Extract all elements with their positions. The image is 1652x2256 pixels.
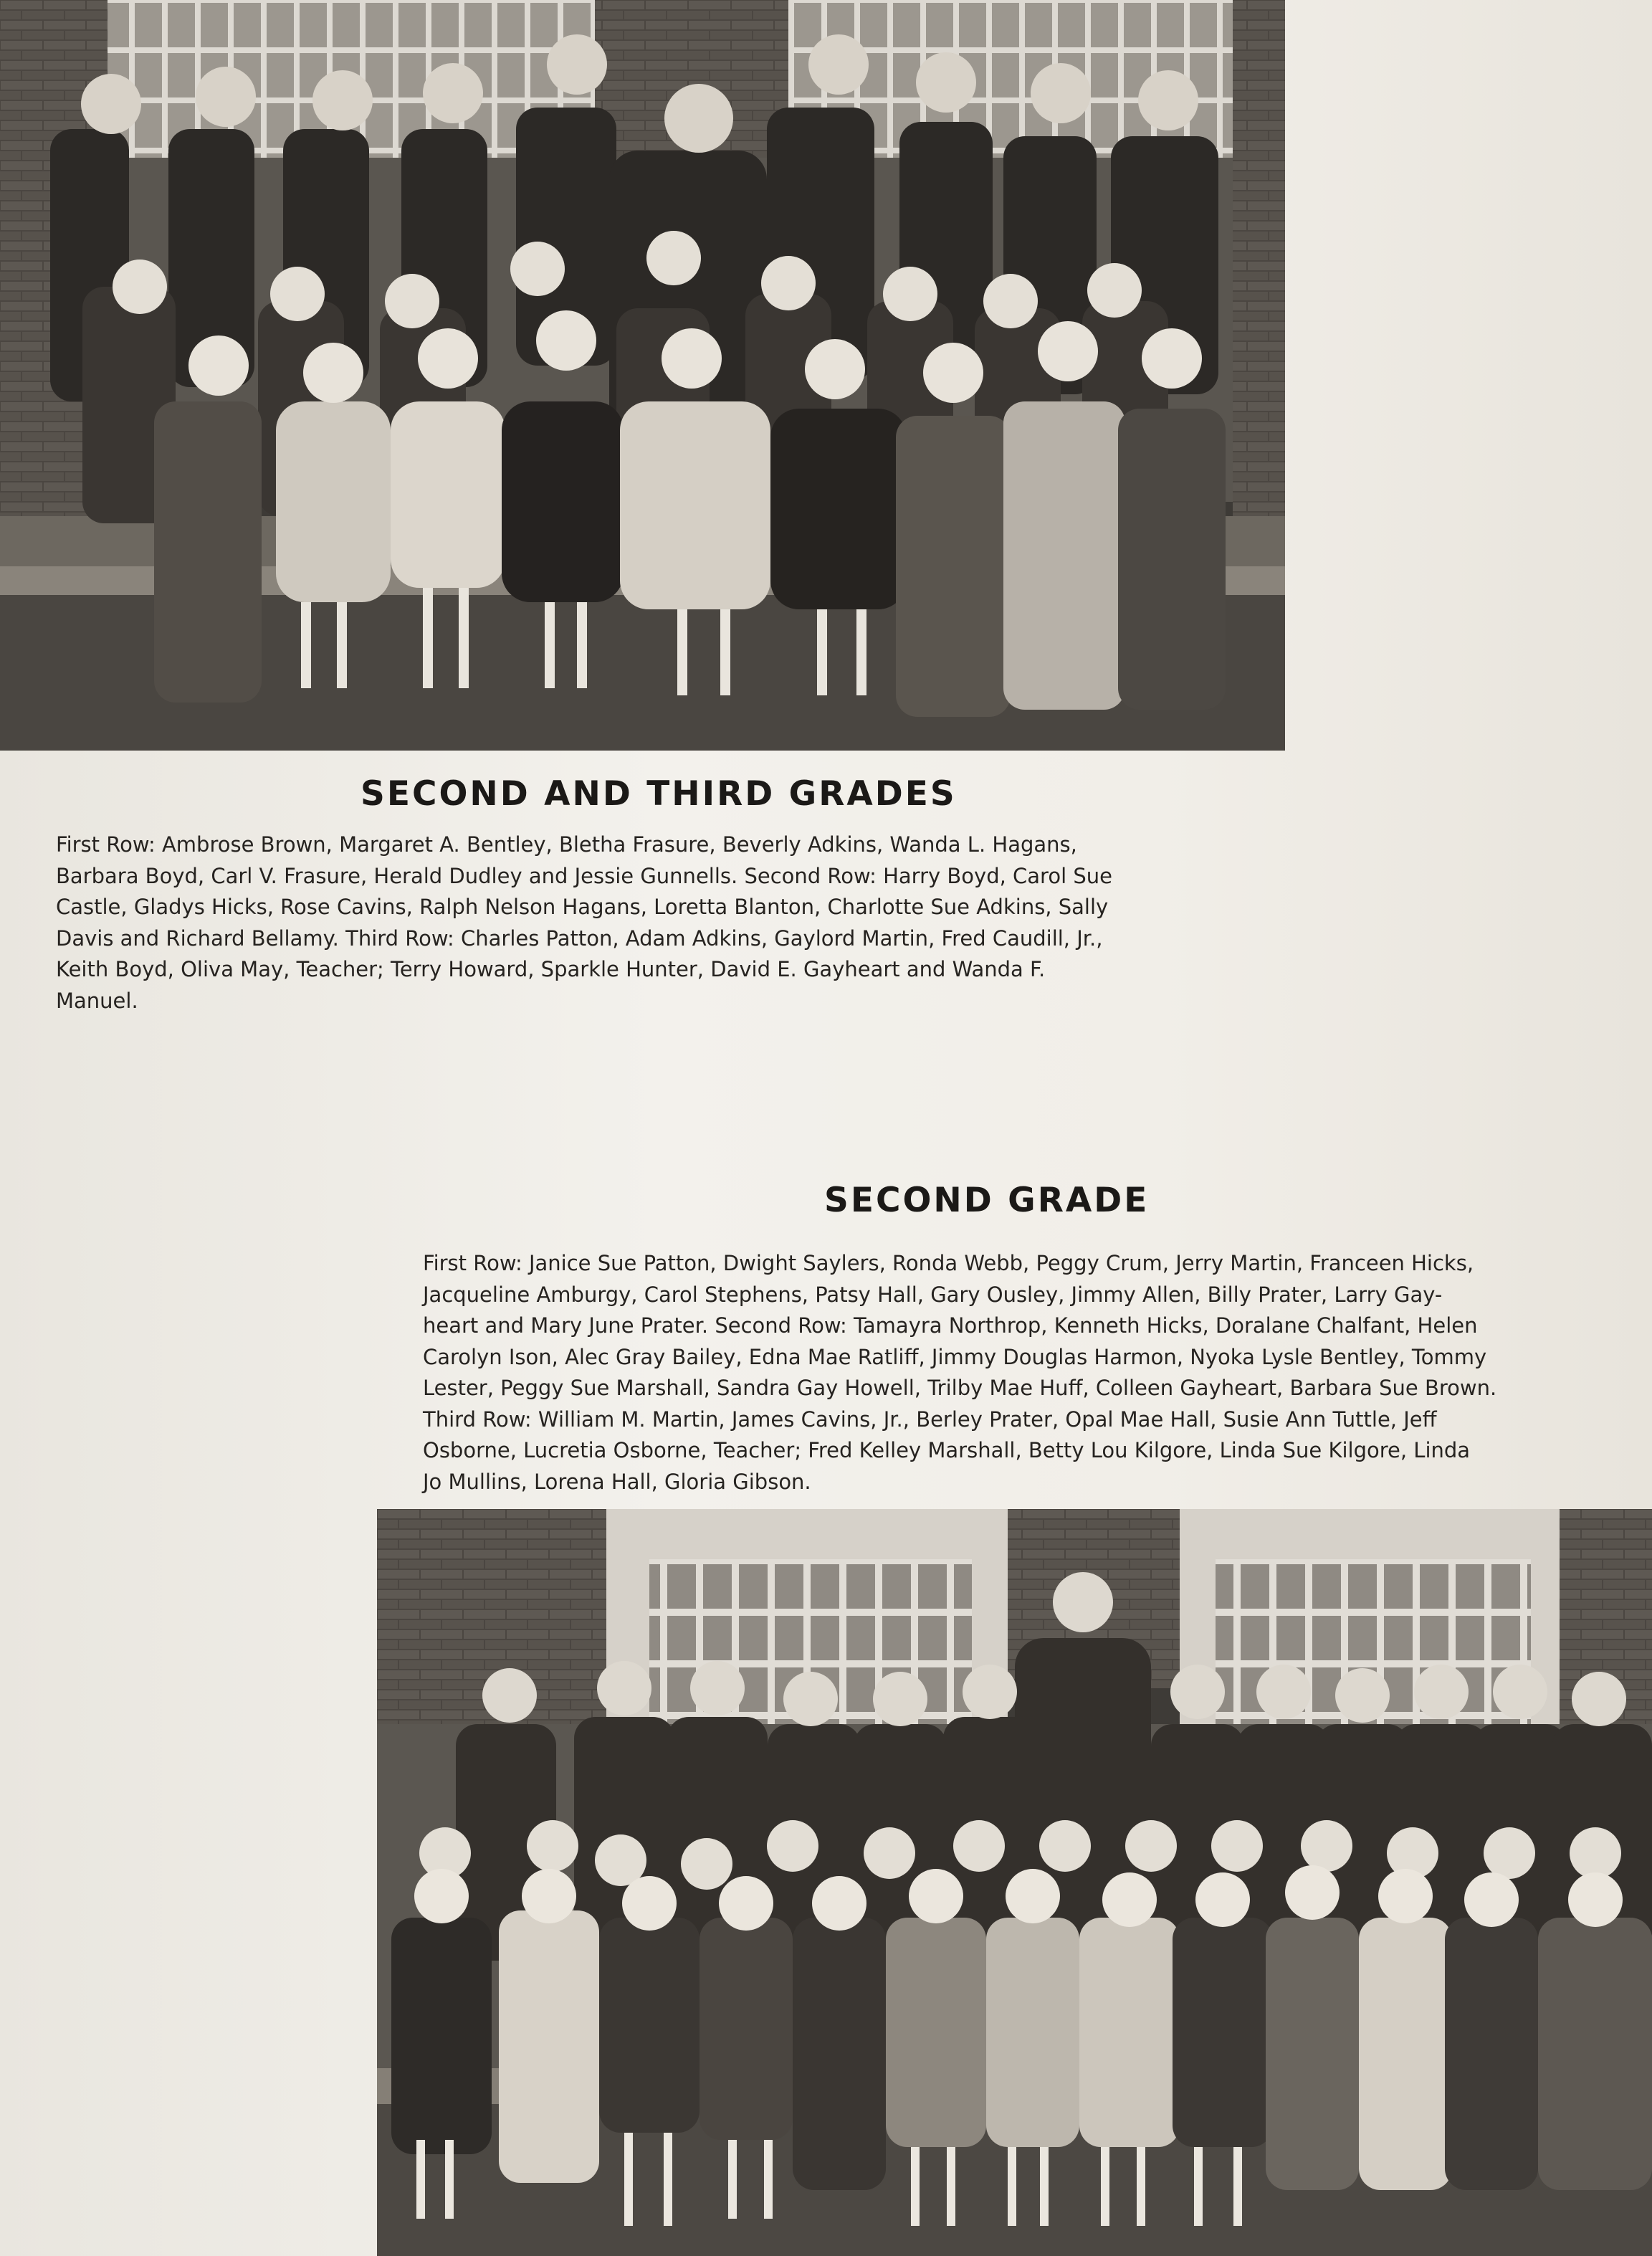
- section-heading-second-third-grades: SECOND AND THIRD GRADES: [361, 774, 957, 814]
- caption-line: Lester, Peggy Sue Marshall, Sandra Gay Howell, Trilby Mae Huff, Colleen Gayheart, Barbara Sue Brown.: [423, 1376, 1497, 1400]
- class-photo-second-third-grades: [0, 0, 1285, 751]
- caption-line: Barbara Boyd, Carl V. Frasure, Herald Dudley and Jessie Gunnells. Second Row: Harry Boyd, Carol Sue: [56, 863, 1112, 888]
- caption-line: Castle, Gladys Hicks, Rose Cavins, Ralph Nelson Hagans, Loretta Blanton, Charlotte Sue Adkins, Sally: [56, 895, 1109, 919]
- caption-line: Keith Boyd, Oliva May, Teacher; Terry Howard, Sparkle Hunter, David E. Gayheart and Wanda F.: [56, 957, 1046, 981]
- caption-second-grade: [423, 1248, 1636, 1498]
- caption-line: Manuel.: [56, 988, 138, 1013]
- caption-line: Carolyn Ison, Alec Gray Bailey, Edna Mae Ratliff, Jimmy Douglas Harmon, Nyoka Lysle Bentley, Tommy: [423, 1344, 1487, 1369]
- class-photo-second-grade: [377, 1509, 1652, 2256]
- photo-icon: [377, 1509, 1652, 2256]
- caption-line: First Row: Janice Sue Patton, Dwight Saylers, Ronda Webb, Peggy Crum, Jerry Martin, Franceen Hicks,: [423, 1251, 1474, 1275]
- caption-line: Jo Mullins, Lorena Hall, Gloria Gibson.: [423, 1469, 811, 1494]
- caption-line: Davis and Richard Bellamy. Third Row: Charles Patton, Adam Adkins, Gaylord Martin, Fred Caudill, Jr.,: [56, 925, 1103, 951]
- caption-line: First Row: Ambrose Brown, Margaret A. Bentley, Bletha Frasure, Beverly Adkins, Wanda L. Hagans,: [56, 832, 1077, 857]
- caption-line: Osborne, Lucretia Osborne, Teacher; Fred Kelley Marshall, Betty Lou Kilgore, Linda Sue Kilgore, Linda: [423, 1438, 1471, 1462]
- section-heading-second-grade: SECOND GRADE: [824, 1181, 1150, 1220]
- caption-second-third-grades: [56, 829, 1267, 1017]
- caption-line: heart and Mary June Prater. Second Row: Tamayra Northrop, Kenneth Hicks, Doralane Chalfant, Helen: [423, 1313, 1478, 1338]
- caption-line: Jacqueline Amburgy, Carol Stephens, Patsy Hall, Gary Ousley, Jimmy Allen, Billy Prater, Larry Gay-: [423, 1282, 1443, 1307]
- photo-icon: [0, 0, 1285, 751]
- caption-line: Third Row: William M. Martin, James Cavins, Jr., Berley Prater, Opal Mae Hall, Susie Ann Tuttle, Jeff: [423, 1407, 1437, 1432]
